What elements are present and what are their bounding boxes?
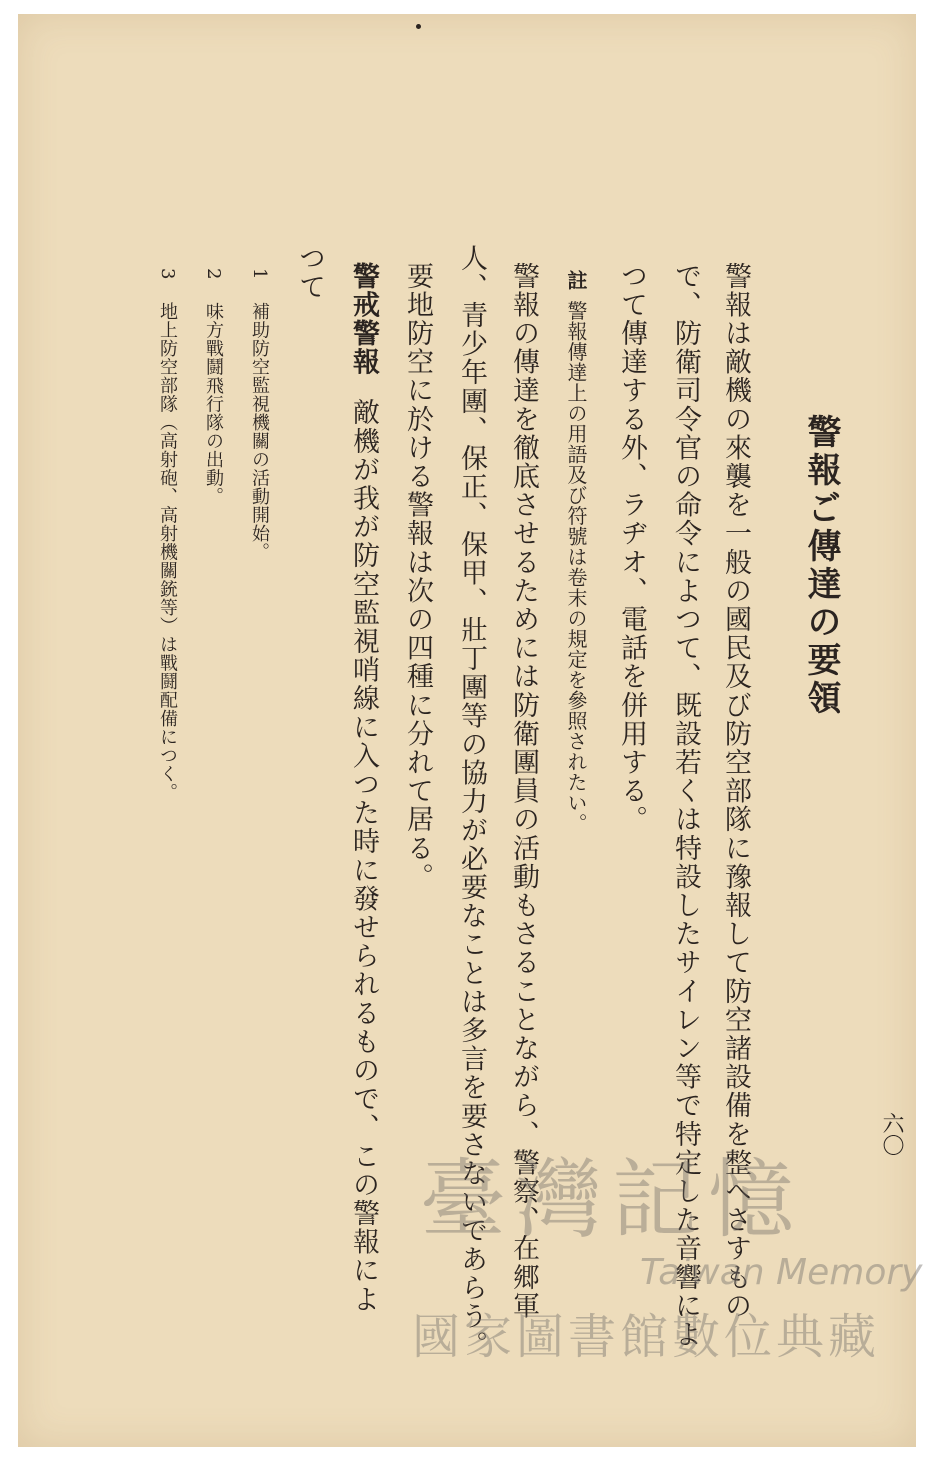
list-item-number: 1: [249, 268, 270, 280]
list-item-2: [204, 268, 222, 505]
alert-continuation: つて: [294, 244, 325, 302]
watermark-logo: 臺灣記憶: [420, 1150, 804, 1250]
note-label: 註: [564, 270, 588, 291]
list-item-text: 地上防空部隊（高射砲、高射機關銃等）は戰鬪配備につく。: [157, 301, 178, 802]
list-item-1: [250, 268, 268, 561]
body-column-4: 警報の傳達を徹底させるためには防衛團員の活動もさることながら、警察、在郷軍: [508, 262, 539, 1321]
alert-text: 敵機が我が防空監視哨線に入つた時に發せられるもので、この警報によ: [348, 398, 379, 1314]
list-item-number: 3: [157, 268, 178, 280]
page-number: 六〇: [879, 1112, 904, 1156]
page-title: 警報ご傳達の要領: [801, 414, 841, 718]
list-item-number: 2: [203, 268, 224, 280]
body-column-3: つて傳達する外、ラヂオ、電話を併用する。: [616, 262, 647, 834]
body-column-5: 人、青少年團、保正、保甲、壯丁團等の協力が必要なことは多言を要さないであらう。: [456, 244, 487, 1360]
document-page: [18, 14, 916, 1447]
body-column-6: 要地防空に於ける警報は次の四種に分れて居る。: [402, 262, 433, 892]
body-column-2: で、防衛司令官の命令によつて、既設若くは特設したサイレン等で特定した音響によ: [670, 262, 701, 1349]
ink-dot: [416, 24, 421, 29]
alert-label: 警戒警報: [348, 262, 379, 377]
watermark-english: Taiwan Memory: [640, 1252, 923, 1293]
watermark-chinese: 國家圖書館數位典藏: [412, 1309, 881, 1365]
list-item-text: 味方戰鬪飛行隊の出動。: [203, 301, 224, 506]
note-text: 警報傳達上の用語及び符號は卷末の規定を參照されたい。: [564, 300, 588, 834]
alert-column: [350, 262, 377, 1314]
note: [566, 270, 586, 834]
list-item-text: 補助防空監視機關の活動開始。: [249, 301, 270, 561]
body-column-1: 警報は敵機の來襲を一般の國民及び防空部隊に豫報して防空諸設備を整へさすもの: [720, 262, 751, 1321]
list-item-3: [158, 268, 176, 801]
